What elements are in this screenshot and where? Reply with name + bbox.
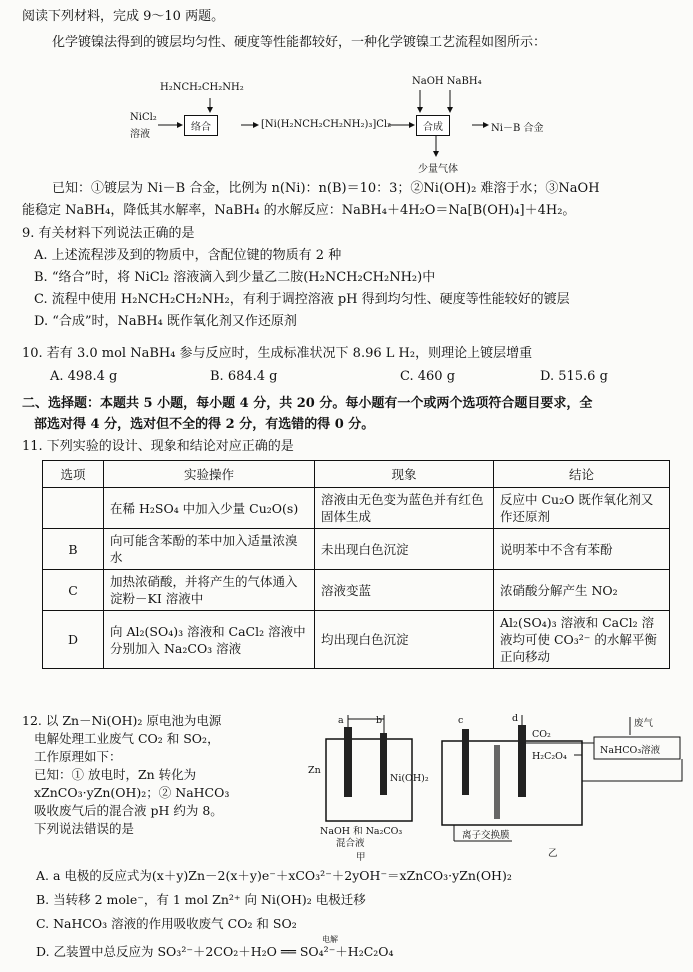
table-row bbox=[43, 529, 670, 570]
row-conclusion: 反应中 Cu₂O 既作氧化剂又作还原剂 bbox=[494, 488, 670, 529]
q10-stem: 10. 若有 3.0 mol NaBH₄ 参与反应时，生成标准状况下 8.96 L H₂，则理论上镀层增重 bbox=[22, 346, 533, 361]
q10-option-a: A. 498.4 g bbox=[50, 369, 118, 384]
flow-input-sub: 溶液 bbox=[130, 129, 150, 140]
section-2-heading-cont: 部选对得 4 分，选对但不全的得 2 分，有选错的得 0 分。 bbox=[34, 417, 375, 432]
membrane-label: 离子交换膜 bbox=[462, 830, 510, 841]
q12-line-3: 工作原理如下： bbox=[34, 749, 122, 764]
q10-option-b: B. 684.4 g bbox=[210, 369, 278, 384]
nioh-label: Ni(OH)₂ bbox=[390, 773, 429, 784]
q10-option-c: C. 460 g bbox=[400, 369, 456, 384]
row-option: C bbox=[43, 570, 104, 611]
q12-line-2: 电解处理工业废气 CO₂ 和 SO₂， bbox=[34, 731, 220, 746]
row-operation: 在稀 H₂SO₄ 中加入少量 Cu₂O(s) bbox=[104, 488, 315, 529]
electrolyte-label: NaOH 和 Na₂CO₃ bbox=[320, 826, 403, 837]
row-option: B bbox=[43, 529, 104, 570]
flow-intermediate: [Ni(H₂NCH₂CH₂NH₂)₃]Cl₂ bbox=[261, 119, 392, 130]
row-operation: 向可能含苯酚的苯中加入适量浓溴水 bbox=[104, 529, 315, 570]
row-phenomenon: 未出现白色沉淀 bbox=[315, 529, 494, 570]
flow-input: NiCl₂ bbox=[130, 112, 157, 123]
row-phenomenon: 溶液变蓝 bbox=[315, 570, 494, 611]
q11-stem: 11. 下列实验的设计、现象和结论对应正确的是 bbox=[22, 439, 294, 454]
electrochem-apparatus bbox=[308, 713, 684, 865]
flow-gas: 少量气体 bbox=[418, 164, 458, 175]
process-flow-diagram bbox=[130, 70, 570, 178]
flow-step-synth: 合成 bbox=[416, 115, 450, 136]
table-header-row bbox=[43, 461, 670, 488]
row-phenomenon: 均出现白色沉淀 bbox=[315, 611, 494, 669]
known-line-2: 能稳定 NaBH₄，降低其水解率，NaBH₄ 的水解反应：NaBH₄＋4H₂O＝Na[B(OH)₄]＋4H₂。 bbox=[22, 203, 576, 218]
q12-line-4: 已知：① 放电时，Zn 转化为 bbox=[34, 767, 197, 782]
section-2-heading: 二、选择题：本题共 5 小题，每小题 4 分，共 20 分。每小题有一个或两个选项符合题目要求，全 bbox=[22, 396, 593, 411]
q12-line-5: xZnCO₃·yZn(OH)₂；② NaHCO₃ bbox=[34, 785, 230, 800]
q9-option-d: D. “合成”时，NaBH₄ 既作氧化剂又作还原剂 bbox=[34, 314, 297, 329]
q9-option-b: B. “络合”时，将 NiCl₂ 溶液滴入到少量乙二胺(H₂NCH₂CH₂NH₂)中 bbox=[34, 270, 436, 285]
cell-jia-label: 甲 bbox=[356, 852, 366, 863]
h2c2o4-label: H₂C₂O₄ bbox=[532, 751, 567, 762]
q12-option-d: D. 乙装置中总反应为 SO₃²⁻＋2CO₂＋H₂O ══ SO₄²⁻＋H₂C₂O₄ bbox=[36, 944, 394, 959]
known-line-1: 已知：①镀层为 Ni－B 合金，比例为 n(Ni)：n(B)＝10：3；②Ni(OH)₂ 难溶于水；③NaOH bbox=[52, 181, 600, 196]
q12-option-a: A. a 电极的反应式为(x＋y)Zn－2(x＋y)e⁻＋xCO₃²⁻＋2yOH⁻＝xZnCO₃·yZn(OH)₂ bbox=[36, 868, 512, 883]
waste-gas-label: 废气 bbox=[634, 718, 654, 729]
nahco3-label: NaHCO₃溶液 bbox=[600, 745, 661, 756]
header-operation: 实验操作 bbox=[104, 461, 315, 488]
header-conclusion: 结论 bbox=[494, 461, 670, 488]
flow-product: Ni－B 合金 bbox=[491, 123, 544, 134]
cell-yi-label: 乙 bbox=[548, 848, 558, 859]
flow-reagent-2: NaOH NaBH₄ bbox=[412, 76, 482, 87]
header-phenomenon: 现象 bbox=[315, 461, 494, 488]
row-conclusion: Al₂(SO₄)₃ 溶液和 CaCl₂ 溶液均可使 CO₃²⁻ 的水解平衡正向移动 bbox=[494, 611, 670, 669]
table-row bbox=[43, 570, 670, 611]
row-operation: 加热浓硝酸，并将产生的气体通入淀粉－KI 溶液中 bbox=[104, 570, 315, 611]
row-option bbox=[43, 488, 104, 529]
reading-intro: 阅读下列材料，完成 9～10 两题。 bbox=[22, 9, 225, 24]
header-option: 选项 bbox=[43, 461, 104, 488]
material-text: 化学镀镍法得到的镀层均匀性、硬度等性能都较好，一种化学镀镍工艺流程如图所示： bbox=[52, 35, 547, 50]
row-phenomenon: 溶液由无色变为蓝色并有红色固体生成 bbox=[315, 488, 494, 529]
electrolyte-label-2: 混合液 bbox=[336, 838, 365, 849]
q9-option-c: C. 流程中使用 H₂NCH₂CH₂NH₂，有利于调控溶液 pH 得到均匀性、硬度等性能较好的镀层 bbox=[34, 292, 570, 307]
q12-line-1: 12. 以 Zn－Ni(OH)₂ 原电池为电源 bbox=[22, 713, 222, 728]
flow-step-complex: 络合 bbox=[184, 115, 218, 136]
row-operation: 向 Al₂(SO₄)₃ 溶液和 CaCl₂ 溶液中分别加入 Na₂CO₃ 溶液 bbox=[104, 611, 315, 669]
q12-electrolysis-label: 电解 bbox=[322, 935, 338, 944]
row-conclusion: 浓硝酸分解产生 NO₂ bbox=[494, 570, 670, 611]
table-row bbox=[43, 488, 670, 529]
co2-label: CO₂ bbox=[532, 729, 551, 740]
apparatus-drawing bbox=[312, 715, 684, 865]
electrode-a-label: a bbox=[338, 715, 344, 726]
q12-line-7: 下列说法错误的是 bbox=[34, 821, 135, 836]
q11-table bbox=[42, 460, 670, 669]
row-option: D bbox=[43, 611, 104, 669]
q12-option-b: B. 当转移 2 mole⁻，有 1 mol Zn²⁺ 向 Ni(OH)₂ 电极迁移 bbox=[36, 892, 366, 907]
q9-option-a: A. 上述流程涉及到的物质中，含配位键的物质有 2 种 bbox=[34, 248, 342, 263]
electrode-d-label: d bbox=[512, 713, 519, 724]
q12-option-c: C. NaHCO₃ 溶液的作用吸收废气 CO₂ 和 SO₂ bbox=[36, 916, 297, 931]
q10-option-d: D. 515.6 g bbox=[540, 369, 608, 384]
table-row bbox=[43, 611, 670, 669]
q9-stem: 9. 有关材料下列说法正确的是 bbox=[22, 226, 195, 241]
q12-stem-block bbox=[22, 712, 322, 838]
row-conclusion: 说明苯中不含有苯酚 bbox=[494, 529, 670, 570]
q12-line-6: 吸收废气后的混合液 pH 约为 8。 bbox=[34, 803, 223, 818]
zn-label: Zn bbox=[308, 765, 321, 776]
electrode-b-label: b bbox=[376, 715, 383, 726]
flow-reagent-1: H₂NCH₂CH₂NH₂ bbox=[160, 82, 244, 93]
electrode-c-label: c bbox=[458, 715, 464, 726]
